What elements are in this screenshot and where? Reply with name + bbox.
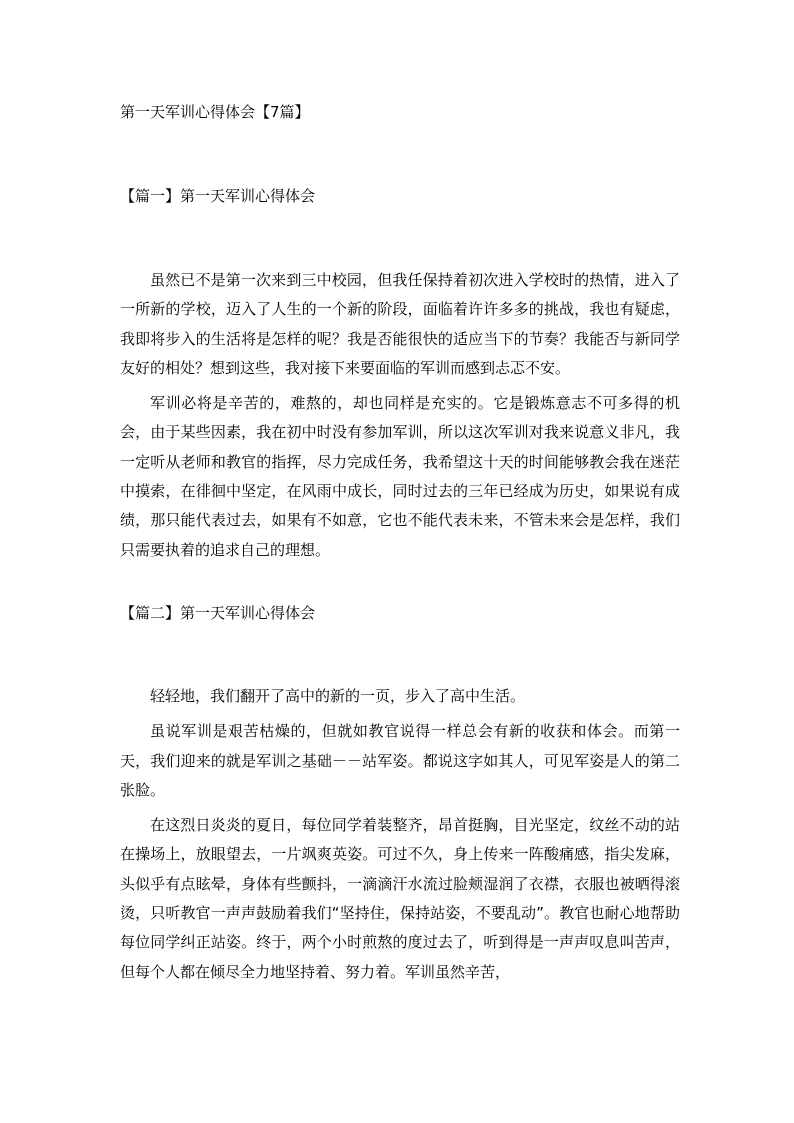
section-body-2 (120, 682, 680, 987)
paragraph: 轻轻地，我们翻开了高中的新的一页，步入了高中生活。 (150, 687, 526, 705)
paragraph: 军训必将是辛苦的，难熬的，却也同样是充实的。它是锻炼意志不可多得的机会，由于某些因素，我在初中时没有参加军训，所以这次军训对我来说意义非凡，我一定听从老师和教官的指挥，尽力完成任务，我希望这十天的时间能够教会我在迷茫中摸索，在徘徊中坚定，在风雨中成长，同时过去的三年已经成为历史，如果说有成绩，那只能代表过去，如果有不如意，它也不能代表未来，不管未来会是怎样，我们只需要执着的追求自己的理想。 (120, 394, 680, 559)
document-title: 第一天军训心得体会【7篇】 (120, 103, 310, 121)
paragraph: 虽然已不是第一次来到三中校园，但我任保持着初次进入学校时的热情，进入了一所新的学校，迈入了人生的一个新的阶段，面临着许许多多的挑战，我也有疑虑，我即将步入的生活将是怎样的呢？我是否能很快的适应当下的节奏？我能否与新同学友好的相处？想到这些，我对接下来要面临的军训而感到忐忑不安。 (120, 271, 680, 377)
section-heading-1: 【篇一】第一天军训心得体会 (120, 187, 316, 205)
paragraph: 虽说军训是艰苦枯燥的，但就如教官说得一样总会有新的收获和体会。而第一天，我们迎来的就是军训之基础－－站军姿。都说这字如其人，可见军姿是人的第二张脸。 (120, 722, 680, 799)
section-body-1 (120, 266, 680, 565)
paragraph: 在这烈日炎炎的夏日，每位同学着装整齐，昂首挺胸，目光坚定，纹丝不动的站在操场上，放眼望去，一片飒爽英姿。可过不久，身上传来一阵酸痛感，指尖发麻，头似乎有点眩晕，身体有些颤抖，一滴滴汗水流过脸颊湿润了衣襟，衣服也被晒得滚烫，只听教官一声声鼓励着我们“坚持住，保持站姿，不要乱动”。教官也耐心地帮助每位同学纠正站姿。终于，两个小时煎熬的度过去了，听到得是一声声叹息叫苦声，但每个人都在倾尽全力地坚持着、努力着。军训虽然辛苦， (120, 816, 680, 981)
section-heading-2: 【篇二】第一天军训心得体会 (120, 604, 316, 622)
